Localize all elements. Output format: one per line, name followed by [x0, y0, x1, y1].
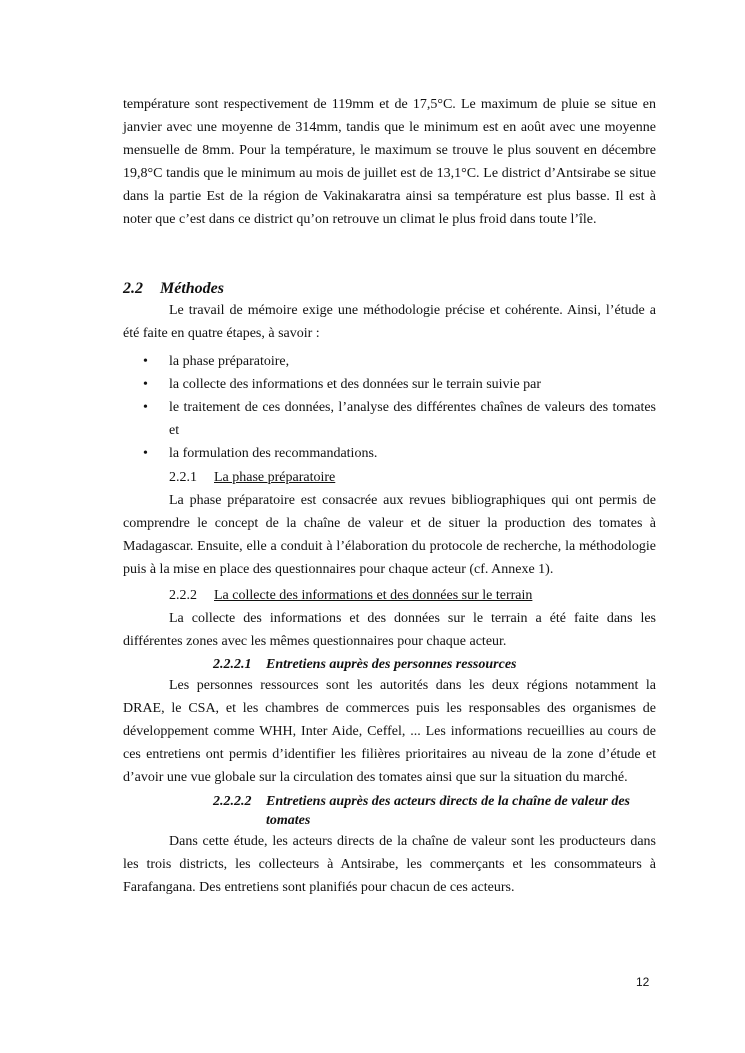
intro-paragraph: température sont respectivement de 119mm et de 17,5°C. Le maximum de pluie se situe en janvier avec une moyenne de 314mm, tandis que le minimum est en août avec une moyenne mensuelle de 8mm. Pour la température, le maximum se trouve le plus souvent en décembre 19,8°C tandis que le minimum au mois de juillet est de 13,1°C. Le district d’Antsirabe se situe dans la partie Est de la région de Vakinakaratra ainsi sa température est plus basse. Il est à noter que c’est dans ce district qu’on retrouve un climat le plus froid dans toute l’île.: [123, 97, 656, 227]
subsubsection-number: 2.2.2.2: [213, 794, 252, 809]
list-item: • le traitement de ces données, l’analyse des différentes chaînes de valeurs des tomates et: [123, 396, 656, 442]
subsection-paragraph-2-2-1: La phase préparatoire est consacrée aux revues bibliographiques qui ont permis de comprendre le concept de la chaîne de valeur et de situer la production des tomates à Madagascar. Ensuite, elle a conduit à l’élaboration du protocole de recherche, la méthodologie puis à la mise en place des questionnaires pour chaque acteur (cf. Annexe 1).: [123, 493, 656, 577]
subsubsection-paragraph-2-2-2-1: Les personnes ressources sont les autorités dans les deux régions notamment la DRAE, le CSA, et les chambres de commerces puis les responsables des organismes de développement comme WHH, Inter Aide, Ceffel, ... Les informations recueillies au cours de ces entretiens ont permis d’identifier les filières prioritaires au niveau de la zone d’étude et d’avoir une vue globale sur la circulation des tomates ainsi que sur la situation du marché.: [123, 678, 656, 785]
subsection-title: La phase préparatoire: [214, 470, 336, 485]
subsubsection-paragraph-2-2-2-2: Dans cette étude, les acteurs directs de la chaîne de valeur sont les producteurs dans les trois districts, les collecteurs à Antsirabe, les commerçants et les consommateurs à Farafangana. Des entretiens sont planifiés pour chacun de ces acteurs.: [123, 834, 656, 895]
list-item: • la collecte des informations et des données sur le terrain suivie par: [123, 373, 656, 396]
subsection-heading-2-2-2: [123, 584, 656, 607]
subsubsection-title: Entretiens auprès des acteurs directs de la chaîne de valeur des tomates: [266, 794, 630, 828]
subsubsection-heading-2-2-2-2: [123, 792, 656, 830]
subsubsection-title: Entretiens auprès des personnes ressources: [266, 657, 517, 672]
list-item: • la phase préparatoire,: [123, 350, 656, 373]
subsection-number: 2.2.2: [169, 588, 197, 603]
subsubsection-heading-2-2-2-1: [123, 655, 656, 674]
subsubsection-number: 2.2.2.1: [213, 657, 252, 672]
section-title: Méthodes: [160, 280, 224, 297]
steps-list: [123, 350, 656, 465]
document-page: [123, 93, 656, 899]
section-intro-paragraph: Le travail de mémoire exige une méthodologie précise et cohérente. Ainsi, l’étude a été faite en quatre étapes, à savoir :: [123, 303, 656, 341]
section-heading: [123, 279, 656, 299]
subsection-heading-2-2-1: [123, 466, 656, 489]
list-item: • la formulation des recommandations.: [123, 442, 656, 465]
subsection-number: 2.2.1: [169, 470, 197, 485]
page-number: 12: [636, 975, 650, 989]
section-number: 2.2: [123, 280, 143, 297]
subsection-title: La collecte des informations et des données sur le terrain: [214, 588, 533, 603]
subsection-paragraph-2-2-2: La collecte des informations et des données sur le terrain a été faite dans les différentes zones avec les mêmes questionnaires pour chaque acteur.: [123, 611, 656, 649]
